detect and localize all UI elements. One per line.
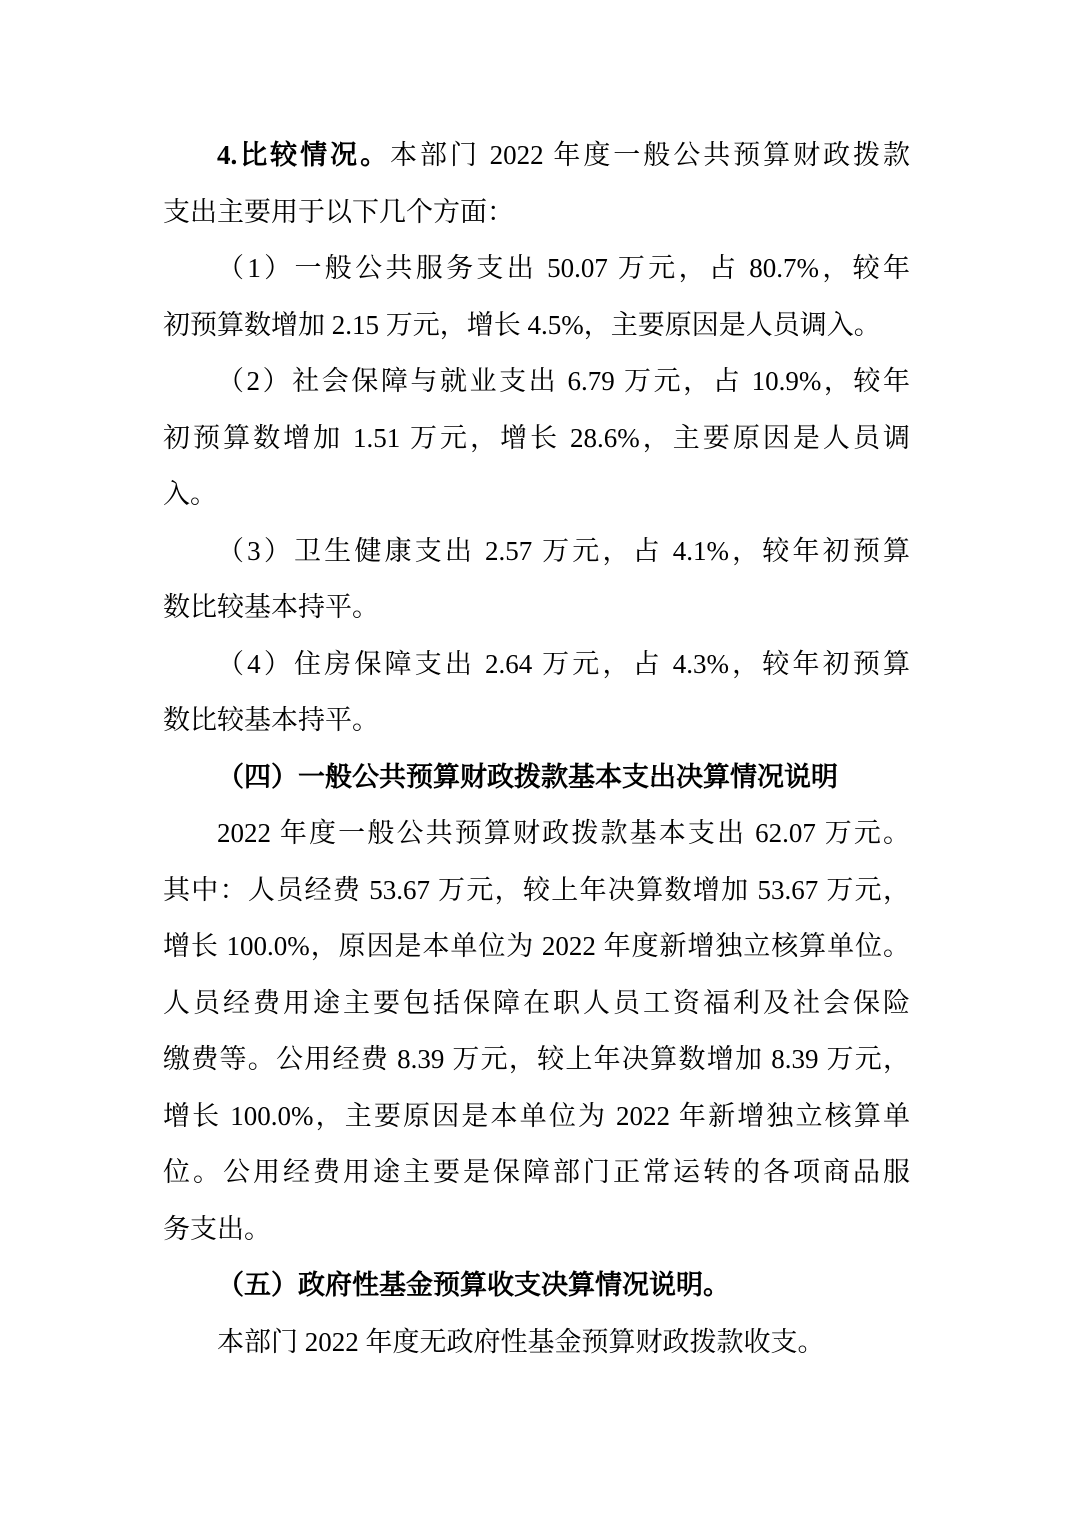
text-segment: 初预算数增加 2.15 万元，增长 4.5%，主要原因是人员调入。	[163, 309, 881, 340]
text-line	[163, 805, 910, 862]
document-body	[163, 127, 910, 1370]
text-segment: 增长 100.0%，原因是本单位为 2022 年度新增独立核算单位。	[163, 931, 910, 961]
text-segment: 人员经费用途主要包括保障在职人员工资福利及社会保险	[163, 987, 910, 1018]
text-line	[163, 692, 910, 749]
text-segment: 本部门 2022 年度一般公共预算财政拨款	[390, 140, 911, 170]
paragraph	[163, 636, 910, 749]
paragraph	[163, 805, 910, 1257]
text-segment: 支出主要用于以下几个方面：	[163, 196, 514, 227]
text-line	[163, 636, 910, 693]
text-segment-bold: 4.比较情况。	[217, 140, 391, 170]
text-line	[163, 1257, 910, 1314]
text-line	[163, 579, 910, 636]
text-line	[163, 749, 910, 806]
text-line	[163, 1088, 910, 1145]
text-segment: （1）一般公共服务支出 50.07 万元，占 80.7%，较年	[217, 253, 910, 283]
text-line	[163, 862, 910, 919]
text-segment-bold: （五）政府性基金预算收支决算情况说明。	[217, 1270, 730, 1300]
text-segment: 本部门 2022 年度无政府性基金预算财政拨款收支。	[217, 1326, 825, 1357]
text-segment-bold: （四）一般公共预算财政拨款基本支出决算情况说明	[217, 761, 838, 792]
text-line	[163, 1031, 910, 1088]
text-segment: 其中：人员经费 53.67 万元，较上年决算数增加 53.67 万元，	[163, 874, 910, 905]
paragraph	[163, 1314, 910, 1371]
paragraph	[163, 127, 910, 240]
text-line	[163, 297, 910, 354]
text-segment: 入。	[163, 479, 217, 509]
text-segment: （3）卫生健康支出 2.57 万元，占 4.1%，较年初预算	[217, 535, 910, 566]
text-segment: 位。公用经费用途主要是保障部门正常运转的各项商品服	[163, 1157, 910, 1187]
text-segment: （2）社会保障与就业支出 6.79 万元，占 10.9%，较年	[217, 366, 910, 396]
text-line	[163, 353, 910, 410]
text-line	[163, 466, 910, 523]
text-segment: （4）住房保障支出 2.64 万元，占 4.3%，较年初预算	[217, 648, 910, 679]
text-line	[163, 127, 910, 184]
text-line	[163, 240, 910, 297]
text-segment: 增长 100.0%，主要原因是本单位为 2022 年新增独立核算单	[163, 1100, 910, 1131]
text-segment: 缴费等。公用经费 8.39 万元，较上年决算数增加 8.39 万元，	[163, 1044, 910, 1074]
text-segment: 数比较基本持平。	[163, 705, 379, 735]
text-line	[163, 523, 910, 580]
paragraph	[163, 749, 910, 806]
paragraph	[163, 1257, 910, 1314]
text-segment: 务支出。	[163, 1213, 271, 1244]
text-line	[163, 1144, 910, 1201]
paragraph	[163, 353, 910, 523]
text-line	[163, 1314, 910, 1371]
paragraph	[163, 240, 910, 353]
text-segment: 初预算数增加 1.51 万元，增长 28.6%，主要原因是人员调	[163, 422, 910, 453]
text-line	[163, 975, 910, 1032]
text-line	[163, 918, 910, 975]
text-line	[163, 1201, 910, 1258]
text-segment: 2022 年度一般公共预算财政拨款基本支出 62.07 万元。	[217, 818, 910, 848]
text-line	[163, 184, 910, 241]
text-line	[163, 410, 910, 467]
paragraph	[163, 523, 910, 636]
text-segment: 数比较基本持平。	[163, 592, 379, 622]
